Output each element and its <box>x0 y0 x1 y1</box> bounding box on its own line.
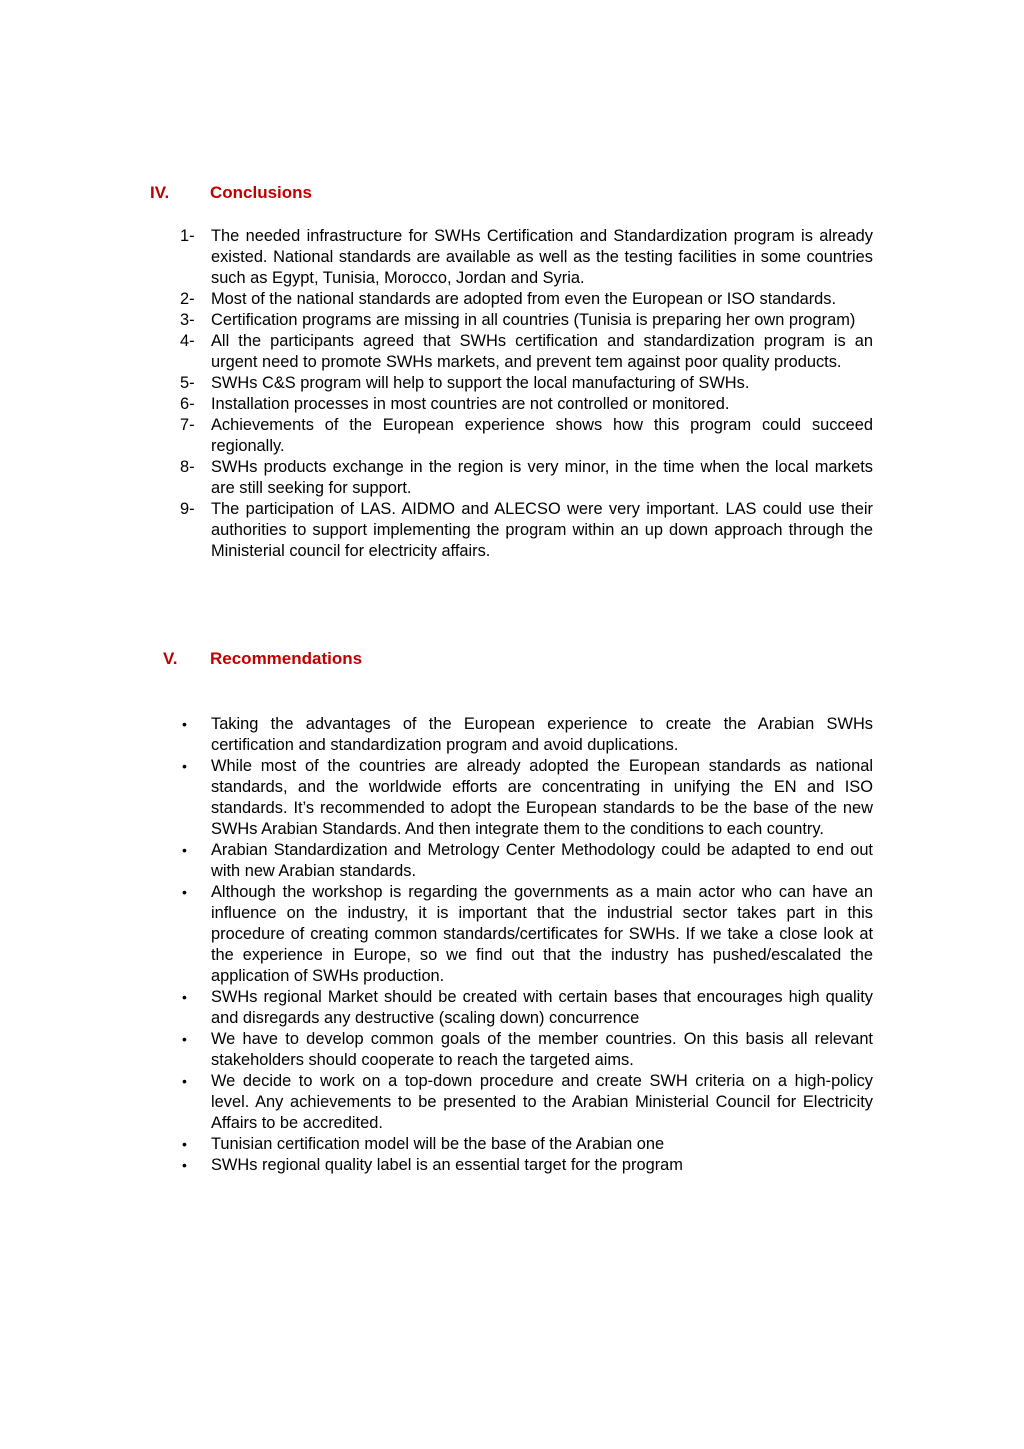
list-item <box>180 1134 873 1155</box>
item-text: The needed infrastructure for SWHs Certification and Standardization program is already existed. National standards are available as well as the testing facilities in some countries such as Egypt, Tunisia, Morocco, Jordan and Syria. <box>211 227 873 287</box>
item-number: 4- <box>180 332 195 350</box>
item-text: The participation of LAS. AIDMO and ALECSO were very important. LAS could use their authorities to support implementing the program within an up down approach through the Ministerial council for electricity affairs. <box>211 500 873 560</box>
item-text: All the participants agreed that SWHs certification and standardization program is an urgent need to promote SWHs markets, and prevent tem against poor quality products. <box>211 332 873 371</box>
item-text: We decide to work on a top-down procedure and create SWH criteria on a high-policy level. Any achievements to be presented to the Arabian Ministerial Council for Electricity Affairs to be accredited. <box>211 1072 873 1132</box>
conclusions-title: Conclusions <box>210 183 313 202</box>
item-number: 6- <box>180 395 195 413</box>
list-item <box>180 1071 873 1134</box>
list-item <box>180 882 873 987</box>
bullet-marker: • <box>182 884 187 900</box>
item-text: Arabian Standardization and Metrology Center Methodology could be adapted to end out with new Arabian standards. <box>211 841 873 880</box>
item-text: SWHs C&S program will help to support the local manufacturing of SWHs. <box>211 374 750 392</box>
bullet-marker: • <box>182 1136 187 1152</box>
list-item <box>180 415 873 457</box>
list-item <box>180 457 873 499</box>
conclusions-list <box>180 226 873 562</box>
recommendations-heading <box>163 649 863 669</box>
item-text: SWHs products exchange in the region is very minor, in the time when the local markets are still seeking for support. <box>211 458 873 497</box>
list-item <box>180 226 873 289</box>
list-item <box>180 1029 873 1071</box>
list-item <box>180 310 873 331</box>
item-text: SWHs regional Market should be created with certain bases that encourages high quality and disregards any destructive (scaling down) concurrence <box>211 988 873 1027</box>
item-number: 5- <box>180 374 195 392</box>
item-number: 8- <box>180 458 195 476</box>
item-text: We have to develop common goals of the member countries. On this basis all relevant stakeholders should cooperate to reach the targeted aims. <box>211 1030 873 1069</box>
item-text: SWHs regional quality label is an essential target for the program <box>211 1156 683 1174</box>
item-text: Installation processes in most countries are not controlled or monitored. <box>211 395 730 413</box>
item-text: While most of the countries are already adopted the European standards as national standards, and the worldwide efforts are concentrating in unifying the EN and ISO standards. It’s recommended to adopt the European standards to be the base of the new SWHs Arabian Standards. And then integrate them to the conditions to each country. <box>211 757 873 838</box>
recommendations-numeral: V. <box>163 649 178 668</box>
item-text: Although the workshop is regarding the governments as a main actor who can have an influence on the industry, it is important that the industrial sector takes part in this procedure of creating common standards/certificates for SWHs. If we take a close look at the experience in Europe, so we find out that the industry has pushed/escalated the application of SWHs production. <box>211 883 873 985</box>
recommendations-title: Recommendations <box>210 649 363 668</box>
bullet-marker: • <box>182 842 187 858</box>
recommendations-list <box>180 714 873 1176</box>
list-item <box>180 499 873 562</box>
list-item <box>180 987 873 1029</box>
list-item <box>180 373 873 394</box>
list-item <box>180 289 873 310</box>
bullet-marker: • <box>182 1031 187 1047</box>
item-number: 7- <box>180 416 195 434</box>
list-item <box>180 394 873 415</box>
list-item <box>180 331 873 373</box>
item-number: 9- <box>180 500 195 518</box>
list-item <box>180 840 873 882</box>
item-text: Achievements of the European experience shows how this program could succeed regionally. <box>211 416 873 455</box>
conclusions-heading <box>150 183 850 203</box>
list-item <box>180 1155 873 1176</box>
item-number: 2- <box>180 290 195 308</box>
item-number: 1- <box>180 227 195 245</box>
item-text: Taking the advantages of the European experience to create the Arabian SWHs certification and standardization program and avoid duplications. <box>211 715 873 754</box>
item-text: Most of the national standards are adopted from even the European or ISO standards. <box>211 290 837 308</box>
bullet-marker: • <box>182 716 187 732</box>
bullet-marker: • <box>182 758 187 774</box>
item-number: 3- <box>180 311 195 329</box>
bullet-marker: • <box>182 989 187 1005</box>
bullet-marker: • <box>182 1157 187 1173</box>
bullet-marker: • <box>182 1073 187 1089</box>
list-item <box>180 756 873 840</box>
item-text: Tunisian certification model will be the base of the Arabian one <box>211 1135 665 1153</box>
list-item <box>180 714 873 756</box>
item-text: Certification programs are missing in all countries (Tunisia is preparing her own program) <box>211 311 856 329</box>
conclusions-numeral: IV. <box>150 183 170 202</box>
